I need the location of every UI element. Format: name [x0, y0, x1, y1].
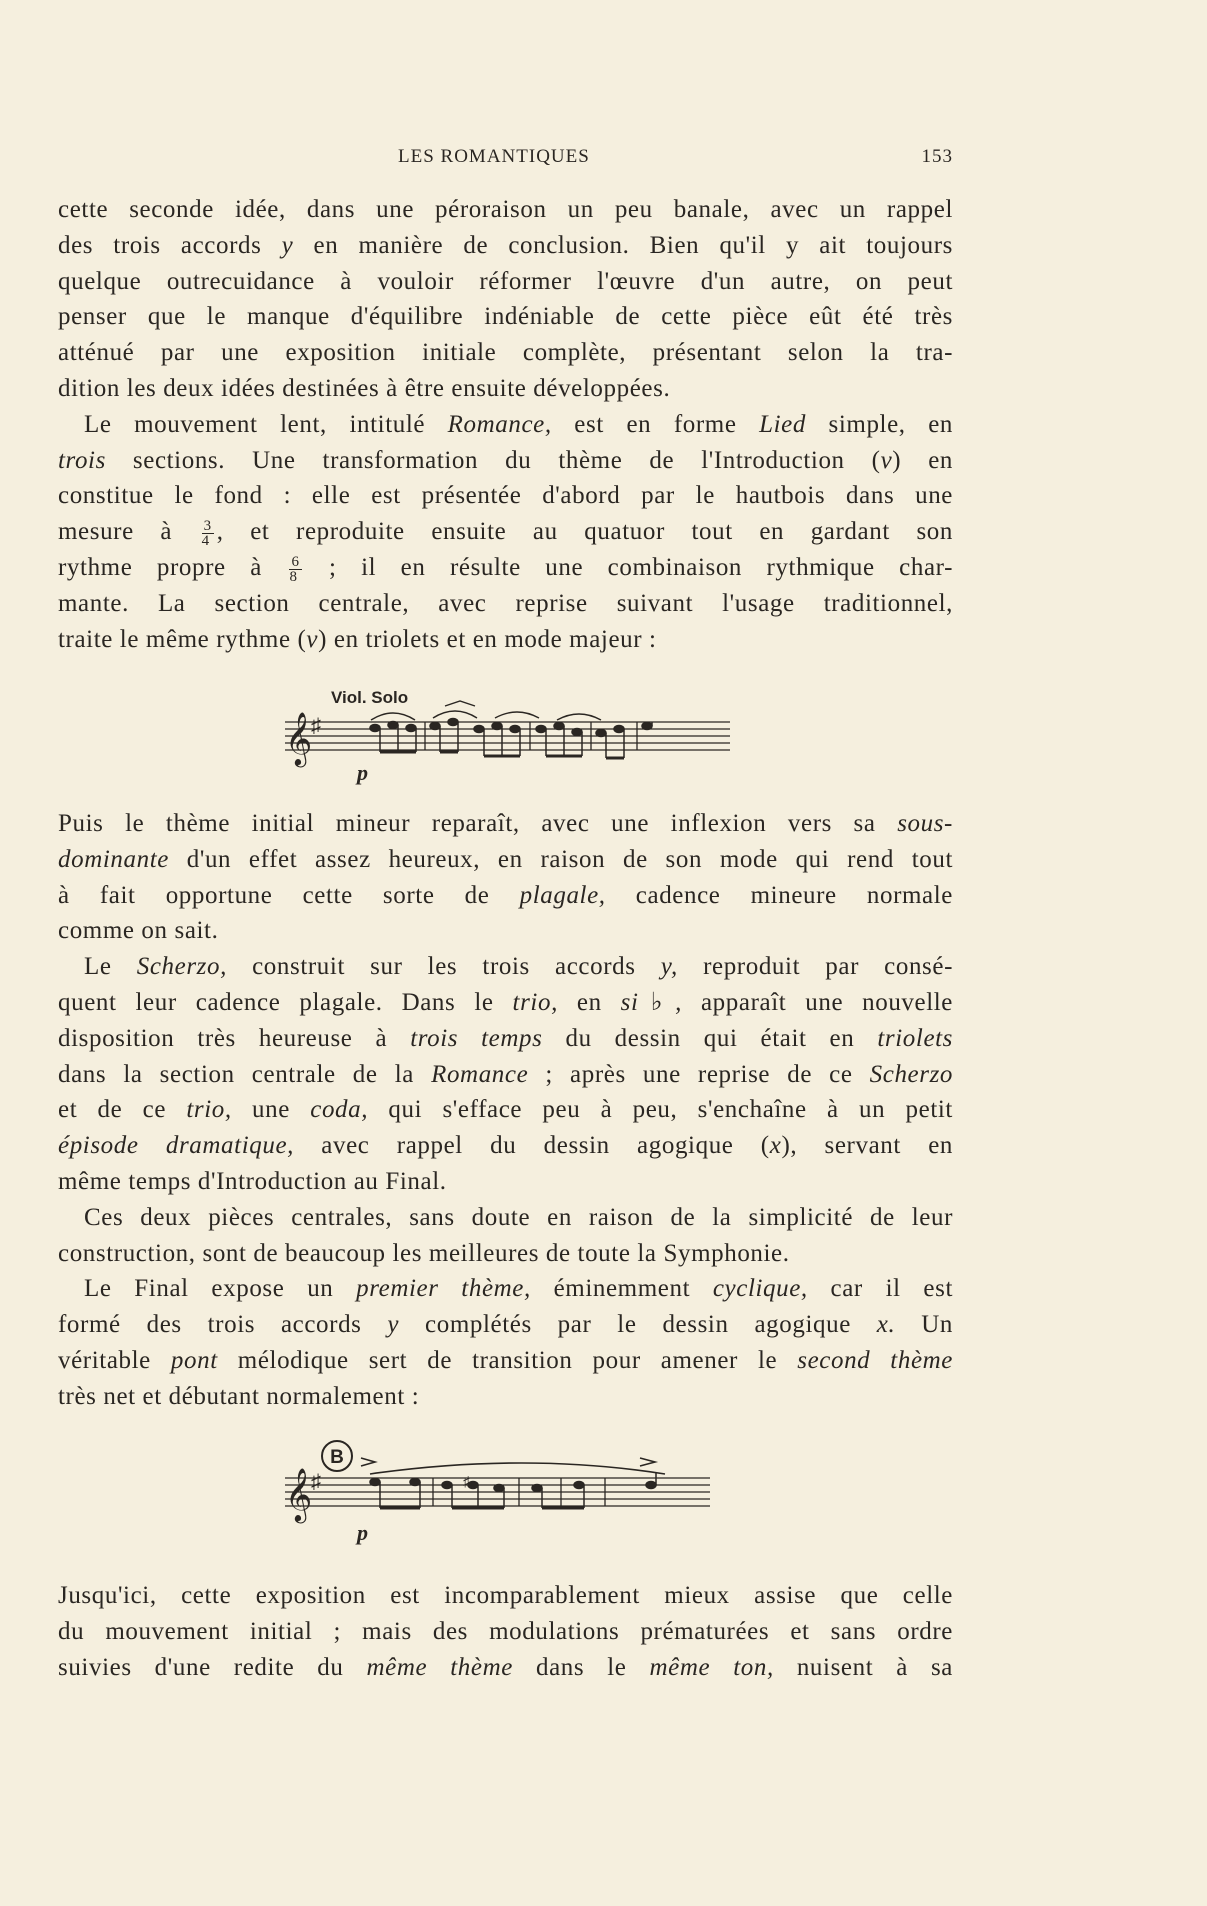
- text-line: comme on sait.: [58, 917, 219, 945]
- text-block-upper: [58, 192, 953, 657]
- text-line: Le mouvement lent, intitulé Romance, est en forme Lied simple, en: [84, 410, 954, 438]
- paragraph-4: [58, 949, 953, 1200]
- rehearsal-marker: B: [330, 1447, 344, 1468]
- text-line: Le Final expose un premier thème, éminemment cyclique, car il est: [84, 1275, 953, 1303]
- text-line: quent leur cadence plagale. Dans le trio, en si♭, apparaît une nouvelle: [58, 988, 954, 1016]
- sharp-icon: ♯: [311, 1471, 321, 1493]
- text-line: dominante d'un effet assez heureux, en raison de son mode qui rend tout: [58, 845, 953, 873]
- text-line: même temps d'Introduction au Final.: [58, 1167, 447, 1195]
- paragraph-7: [58, 1578, 953, 1685]
- text-line: mesure à $\frac{3}{4}$ , et reproduite ensuite au quatuor tout en gardant son: [58, 517, 953, 549]
- music-example-1: [275, 680, 735, 790]
- fraction-six-eight: $\frac{6}{8}$: [289, 553, 300, 585]
- text-line: Ces deux pièces centrales, sans doute en raison de la simplicité de leur: [84, 1203, 953, 1231]
- sharp-icon: ♯: [311, 715, 321, 737]
- text-line: constitue le fond : elle est présentée d'abord par le hautbois dans une: [58, 482, 953, 510]
- text-line: et de ce trio, une coda, qui s'efface peu à peu, s'enchaîne à un petit: [58, 1096, 953, 1124]
- text-line: penser que le manque d'équilibre indéniable de cette pièce eût été très: [58, 303, 953, 331]
- music-example-2: [275, 1436, 725, 1556]
- text-line: du mouvement initial ; mais des modulations prématurées et sans ordre: [58, 1617, 953, 1645]
- text-line: atténué par une exposition initiale complète, présentant selon la tra-: [58, 339, 953, 367]
- text-line: épisode dramatique, avec rappel du dessin agogique (x), servant en: [58, 1132, 954, 1160]
- text-block-lower: [58, 1578, 953, 1685]
- text-line: Le Scherzo, construit sur les trois accords y, reproduit par consé-: [84, 953, 954, 981]
- text-line: véritable pont mélodique sert de transition pour amener le second thème: [58, 1346, 953, 1374]
- text-line: à fait opportune cette sorte de plagale, cadence mineure normale: [58, 881, 953, 909]
- running-title: LES ROMANTIQUES: [398, 146, 590, 167]
- page-header: [58, 146, 953, 176]
- paragraph-6: [58, 1271, 953, 1414]
- text-line: disposition très heureuse à trois temps du dessin qui était en triolets: [58, 1024, 954, 1052]
- text-line: cette seconde idée, dans une péroraison un peu banale, avec un rappel: [58, 196, 953, 223]
- text-line: Puis le thème initial mineur reparaît, avec une inflexion vers sa sous-: [58, 810, 953, 837]
- paragraph-5: [58, 1200, 953, 1272]
- instrument-label: Viol. Solo: [331, 688, 409, 707]
- paragraph-3: [58, 806, 953, 949]
- text-line: traite le même rythme (v) en triolets et en mode majeur :: [58, 625, 657, 653]
- text-line: très net et débutant normalement :: [58, 1382, 420, 1410]
- text-line: dans la section centrale de la Romance ; après une reprise de ce Scherzo: [58, 1060, 954, 1088]
- text-line: Jusqu'ici, cette exposition est incomparablement mieux assise que celle: [58, 1582, 953, 1609]
- svg-text:♯: ♯: [463, 1475, 470, 1490]
- text-line: quelque outrecuidance à vouloir réformer l'œuvre d'un autre, on peut: [58, 267, 953, 295]
- music-staff-2: [275, 1436, 725, 1556]
- paragraph-2: [58, 407, 953, 658]
- text-line: dition les deux idées destinées à être ensuite développées.: [58, 374, 671, 402]
- text-block-middle: [58, 806, 953, 1415]
- text-line: rythme propre à $\frac{6}{8}$ ; il en résulte une combinaison rythmique char-: [58, 553, 953, 585]
- treble-clef-icon: 𝄞: [285, 713, 313, 764]
- paragraph-1: [58, 192, 953, 407]
- fraction-three-four: $\frac{3}{4}$: [201, 517, 212, 549]
- text-line: construction, sont de beaucoup les meilleures de toute la Symphonie.: [58, 1239, 790, 1267]
- text-line: mante. La section centrale, avec reprise suivant l'usage traditionnel,: [58, 589, 953, 617]
- dynamic-marking: p: [357, 760, 368, 785]
- text-line: formé des trois accords y complétés par le dessin agogique x. Un: [58, 1311, 953, 1339]
- text-line: trois sections. Une transformation du thème de l'Introduction (v) en: [58, 446, 954, 474]
- page-number: 153: [921, 146, 953, 167]
- text-line: des trois accords y en manière de conclusion. Bien qu'il y ait toujours: [58, 231, 953, 259]
- treble-clef-icon: 𝄞: [285, 1469, 313, 1520]
- text-line: suivies d'une redite du même thème dans le même ton, nuisent à sa: [58, 1653, 954, 1681]
- dynamic-marking: p: [357, 1520, 368, 1545]
- music-staff-1: [275, 680, 735, 790]
